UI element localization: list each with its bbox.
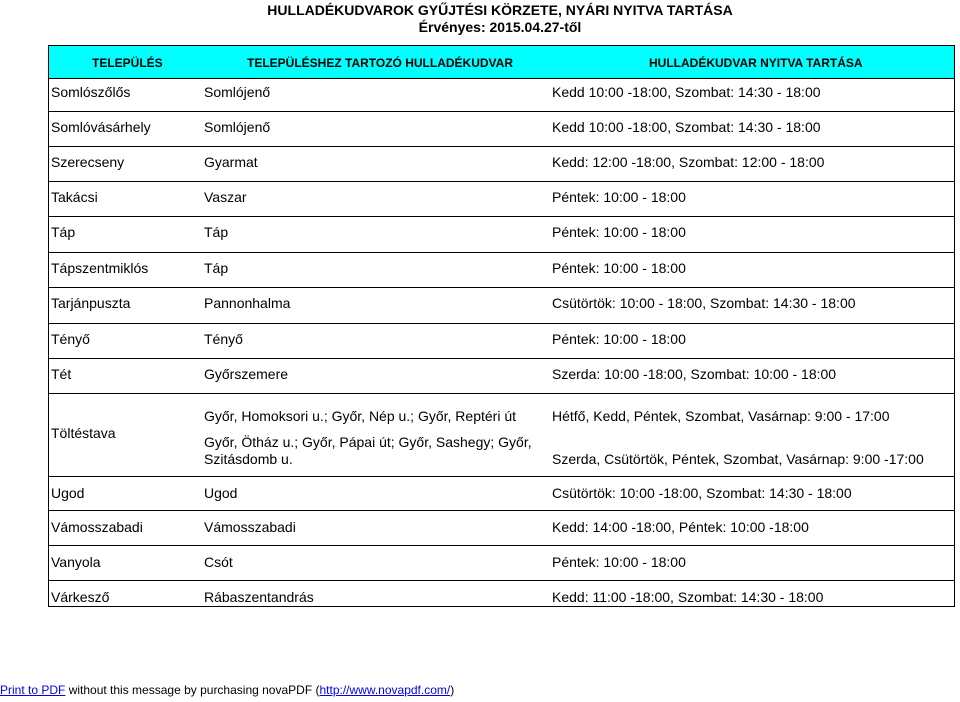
cell-nyitva: Kedd: 14:00 -18:00, Péntek: 10:00 -18:00 [552,519,809,535]
cell-telepules: Tápszentmiklós [51,260,149,276]
table-header [48,45,955,79]
cell-hulladekudvar: Győr, Homoksori u.; Győr, Nép u.; Győr, Reptéri út [204,408,517,424]
footer-text: without this message by purchasing novaPDF ( [65,683,320,697]
cell-telepules: Somlóvásárhely [51,119,151,135]
row-divider [48,181,955,182]
cell-hulladekudvar: Győrszemere [204,366,289,382]
header-telepules: TELEPÜLÉS [92,56,163,70]
pdf-footer [0,683,454,697]
row-divider [48,393,955,394]
cell-nyitva: Péntek: 10:00 - 18:00 [552,224,686,240]
row-divider [48,252,955,253]
row-divider [48,111,955,112]
cell-nyitva: Csütörtök: 10:00 -18:00, Szombat: 14:30 - 18:00 [552,485,852,501]
cell-telepules: Vámosszabadi [51,519,143,535]
cell-nyitva: Kedd: 12:00 -18:00, Szombat: 12:00 - 18:00 [552,154,825,170]
cell-telepules: Ugod [51,485,85,501]
cell-telepules: Szerecseny [51,154,125,170]
cell-hulladekudvar: Vaszar [204,189,247,205]
cell-hulladekudvar: Gyarmat [204,154,258,170]
row-divider [48,510,955,511]
cell-hulladekudvar: Somlójenő [204,84,271,100]
cell-telepules: Somlószőlős [51,84,131,100]
cell-telepules: Töltéstava [51,425,116,441]
row-divider [48,476,955,477]
cell-nyitva: Péntek: 10:00 - 18:00 [552,554,686,570]
validity-date: Érvényes: 2015.04.27-től [418,19,582,35]
cell-hulladekudvar: Csót [204,554,233,570]
cell-nyitva: Kedd 10:00 -18:00, Szombat: 14:30 - 18:00 [552,119,821,135]
row-divider [48,146,955,147]
cell-nyitva: Szerda, Csütörtök, Péntek, Szombat, Vasárnap: 9:00 -17:00 [552,451,924,467]
row-divider [48,287,955,288]
row-divider [48,216,955,217]
cell-hulladekudvar: Tényő [204,331,243,347]
cell-hulladekudvar: Pannonhalma [204,295,291,311]
row-divider [48,323,955,324]
cell-telepules: Tarjánpuszta [51,295,131,311]
cell-nyitva: Péntek: 10:00 - 18:00 [552,189,686,205]
cell-telepules: Várkesző [51,589,110,605]
cell-nyitva: Szerda: 10:00 -18:00, Szombat: 10:00 - 18:00 [552,366,837,382]
cell-nyitva: Kedd: 11:00 -18:00, Szombat: 14:30 - 18:00 [552,589,824,605]
cell-hulladekudvar: Győr, Ötház u.; Győr, Pápai út; Győr, Sashegy; Győr, [204,434,532,450]
header-nyitva-tartas: HULLADÉKUDVAR NYITVA TARTÁSA [649,56,863,70]
print-to-pdf-link[interactable]: Print to PDF [0,683,66,697]
header-hulladekudvar: TELEPÜLÉSHEZ TARTOZÓ HULLADÉKUDVAR [247,56,513,70]
row-divider [48,580,955,581]
cell-nyitva: Péntek: 10:00 - 18:00 [552,260,686,276]
document-title: HULLADÉKUDVAROK GYŰJTÉSI KÖRZETE, NYÁRI NYITVA TARTÁSA [267,2,733,18]
cell-nyitva: Hétfő, Kedd, Péntek, Szombat, Vasárnap: 9:00 - 17:00 [552,408,890,424]
cell-nyitva: Kedd 10:00 -18:00, Szombat: 14:30 - 18:00 [552,84,821,100]
cell-hulladekudvar: Rábaszentandrás [204,589,314,605]
novapdf-link[interactable]: http://www.novapdf.com/ [319,683,451,697]
row-divider [48,358,955,359]
cell-hulladekudvar: Táp [204,224,229,240]
cell-telepules: Táp [51,224,76,240]
cell-nyitva: Péntek: 10:00 - 18:00 [552,331,686,347]
cell-hulladekudvar: Vámosszabadi [204,519,296,535]
cell-telepules: Tényő [51,331,90,347]
cell-hulladekudvar: Somlójenő [204,119,271,135]
cell-telepules: Vanyola [51,554,101,570]
cell-hulladekudvar: Szitásdomb u. [204,451,293,467]
cell-hulladekudvar: Ugod [204,485,238,501]
footer-text-end: ) [450,683,455,697]
cell-telepules: Tét [51,366,72,382]
cell-telepules: Takácsi [51,189,98,205]
cell-nyitva: Csütörtök: 10:00 - 18:00, Szombat: 14:30 - 18:00 [552,295,856,311]
row-divider [48,545,955,546]
cell-hulladekudvar: Táp [204,260,229,276]
